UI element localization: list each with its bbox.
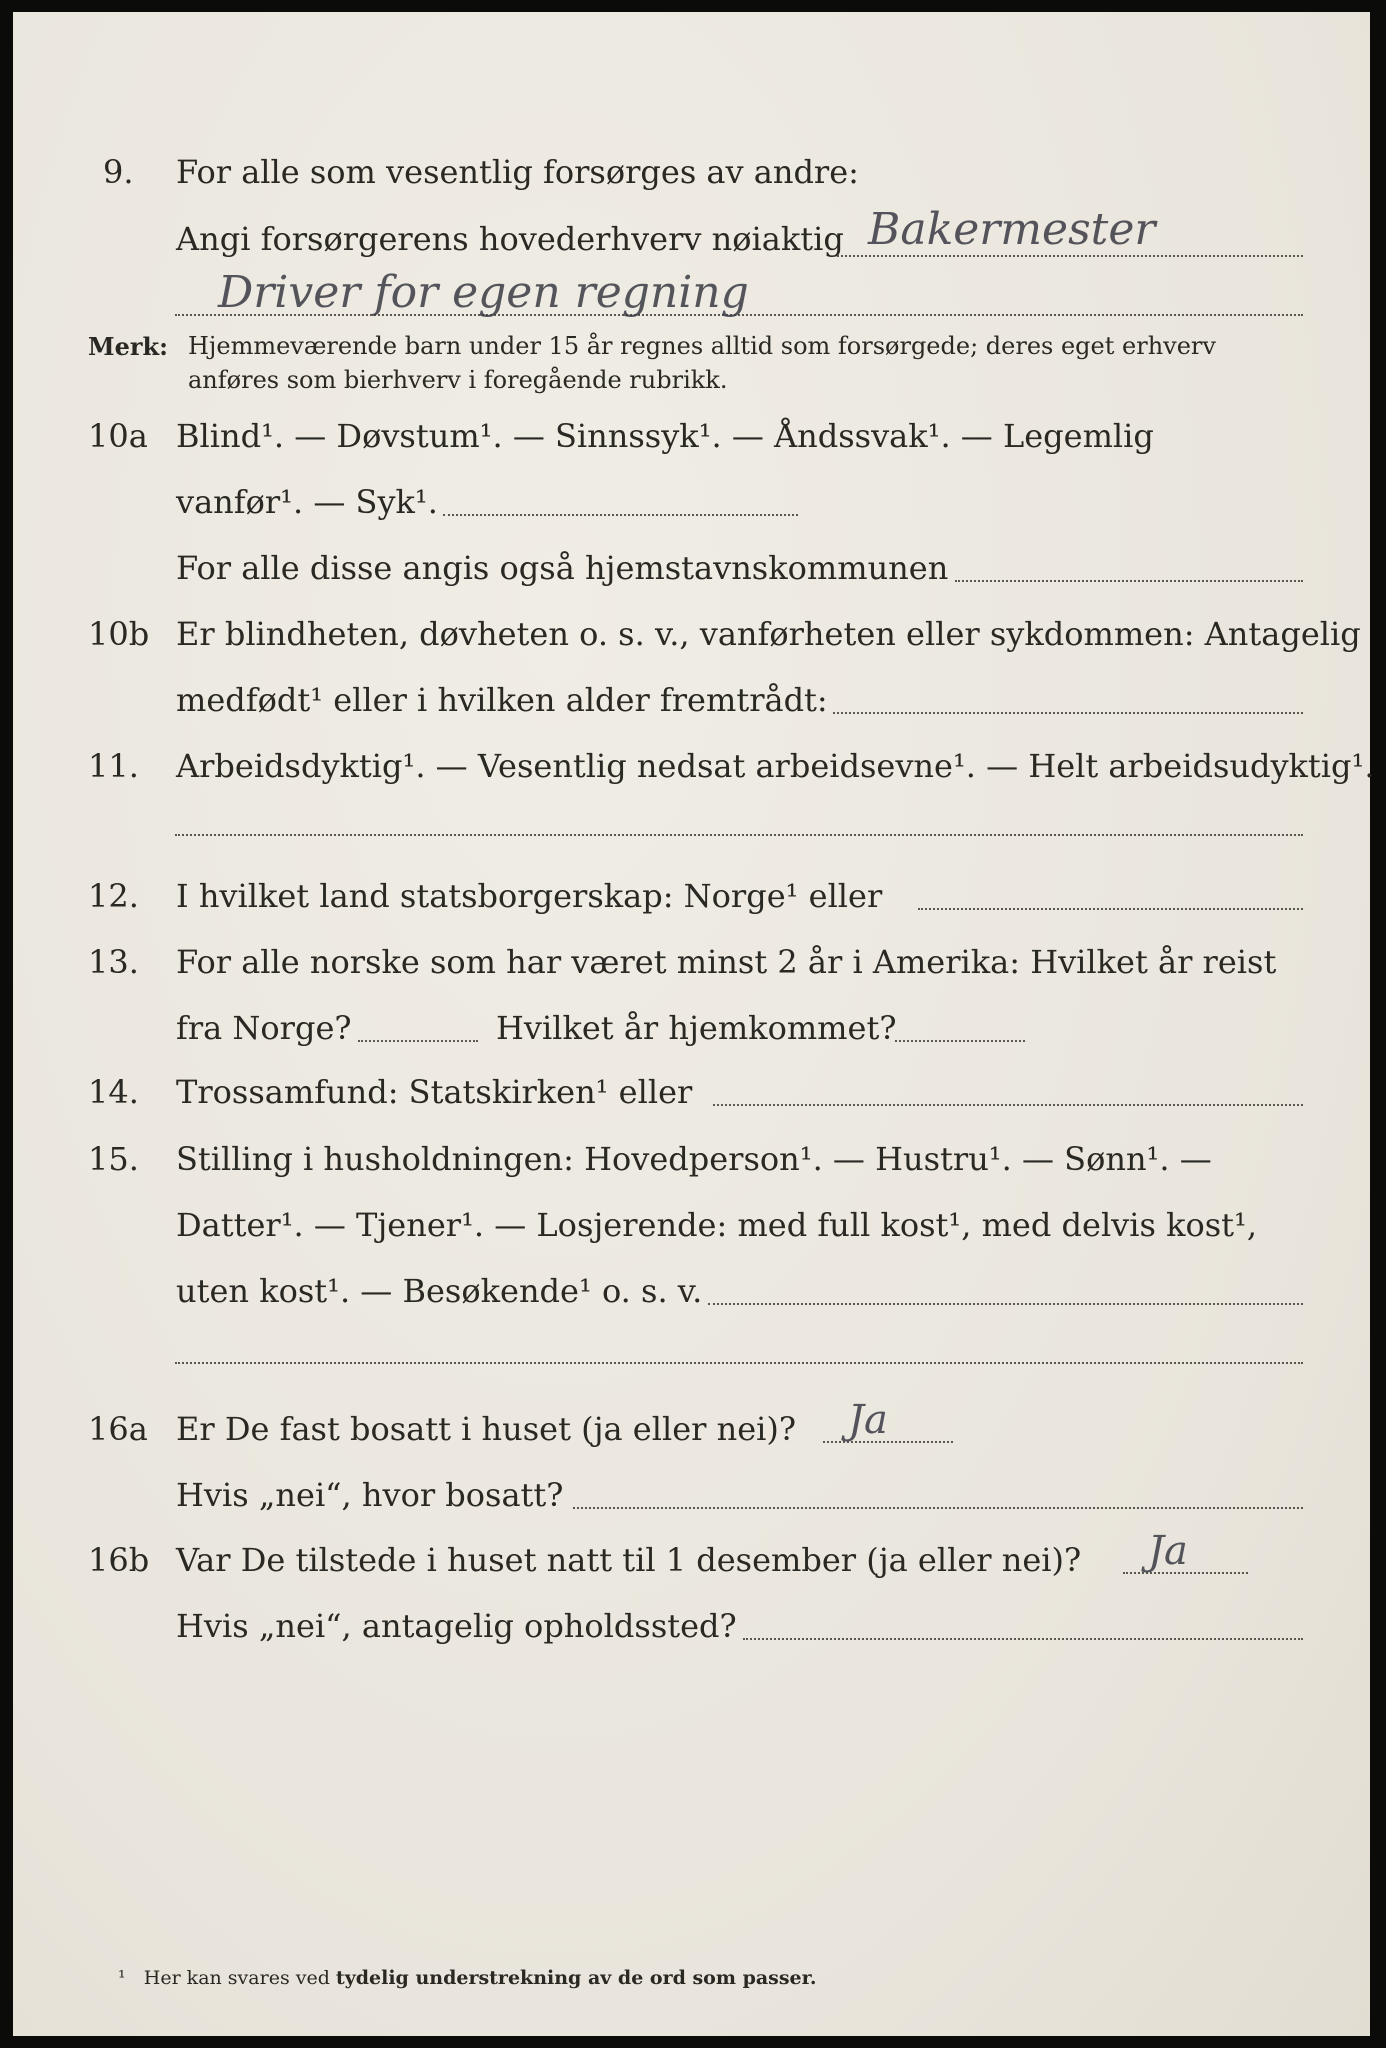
q13-text-line2a: fra Norge? — [176, 1009, 352, 1047]
answer-field-line — [175, 834, 1303, 836]
question-number: 13. — [88, 943, 139, 981]
q15-text-line3: uten kost¹. — Besøkende¹ o. s. v. — [176, 1272, 703, 1310]
answer-field-line — [895, 1040, 1025, 1042]
q9-text-line1: For alle som vesentlig forsørges av andre: — [176, 153, 859, 191]
question-number: 9. — [103, 153, 134, 191]
question-number: 14. — [88, 1073, 139, 1111]
answer-field-line — [175, 1362, 1303, 1364]
answer-field-line — [833, 255, 1303, 257]
q13-text-line2b: Hvilket år hjemkommet? — [496, 1009, 897, 1047]
q16a-text-line1: Er De fast bosatt i huset (ja eller nei)? — [176, 1410, 797, 1448]
question-number: 15. — [88, 1140, 139, 1178]
q11-text-line1: Arbeidsdyktig¹. — Vesentlig nedsat arbeidsevne¹. — Helt arbeidsudyktig¹. — [176, 747, 1375, 785]
question-number: 10a — [88, 417, 148, 455]
q10a-text-line3: For alle disse angis også hjemstavnskommunen — [176, 549, 949, 587]
note-text-line2: anføres som bierhverv i foregående rubrikk. — [188, 366, 728, 394]
question-number: 11. — [88, 747, 139, 785]
q14-text-line1: Trossamfund: Statskirken¹ eller — [176, 1073, 693, 1111]
q10a-text-line2: vanfør¹. — Syk¹. — [176, 483, 438, 521]
q15-text-line2: Datter¹. — Tjener¹. — Losjerende: med full kost¹, med delvis kost¹, — [176, 1206, 1258, 1244]
answer-field-line — [358, 1040, 478, 1042]
handwritten-answer: Bakermester — [868, 204, 1156, 255]
q12-text-line1: I hvilket land statsborgerskap: Norge¹ eller — [176, 877, 883, 915]
question-number: 12. — [88, 877, 139, 915]
note-label: Merk: — [88, 332, 168, 361]
answer-field-line — [743, 1638, 1303, 1640]
footnote-mark: ¹ — [118, 1967, 126, 1989]
q10a-text-line1: Blind¹. — Døvstum¹. — Sinnssyk¹. — Åndssvak¹. — Legemlig — [176, 417, 1154, 455]
q9-text-line2: Angi forsørgerens hovederhverv nøiaktig — [176, 220, 844, 258]
q10b-text-line1: Er blindheten, døvheten o. s. v., vanførheten eller sykdommen: Antagelig — [176, 615, 1361, 653]
question-number: 16b — [88, 1541, 150, 1579]
answer-field-line — [918, 908, 1303, 910]
answer-field-line — [823, 1441, 953, 1443]
answer-field-line — [708, 1303, 1303, 1305]
handwritten-answer: Ja — [848, 1397, 888, 1443]
q16b-text-line1: Var De tilstede i huset natt til 1 desember (ja eller nei)? — [176, 1541, 1082, 1579]
q16b-text-line2: Hvis „nei“, antagelig opholdssted? — [176, 1607, 737, 1645]
answer-field-line — [955, 580, 1303, 582]
note-text-line1: Hjemmeværende barn under 15 år regnes alltid som forsørgede; deres eget erhverv — [188, 332, 1216, 360]
answer-field-line — [443, 514, 798, 516]
footnote — [118, 1967, 817, 1989]
handwritten-answer: Ja — [1148, 1528, 1188, 1574]
answer-field-line — [833, 712, 1303, 714]
q13-text-line1: For alle norske som har været minst 2 år i Amerika: Hvilket år reist — [176, 943, 1277, 981]
footnote-text-b: tydelig understrekning av de ord som passer. — [335, 1967, 817, 1989]
footnote-text-a: Her kan svares ved — [143, 1967, 330, 1989]
q16a-text-line2: Hvis „nei“, hvor bosatt? — [176, 1476, 564, 1514]
answer-field-line — [573, 1507, 1303, 1509]
question-number: 16a — [88, 1410, 148, 1448]
answer-field-line — [713, 1104, 1303, 1106]
census-form-page — [13, 12, 1375, 2036]
handwritten-answer: Driver for egen regning — [218, 267, 749, 318]
q10b-text-line2: medfødt¹ eller i hvilken alder fremtrådt: — [176, 681, 828, 719]
question-number: 10b — [88, 615, 150, 653]
q15-text-line1: Stilling i husholdningen: Hovedperson¹. — Hustru¹. — Sønn¹. — — [176, 1140, 1212, 1178]
